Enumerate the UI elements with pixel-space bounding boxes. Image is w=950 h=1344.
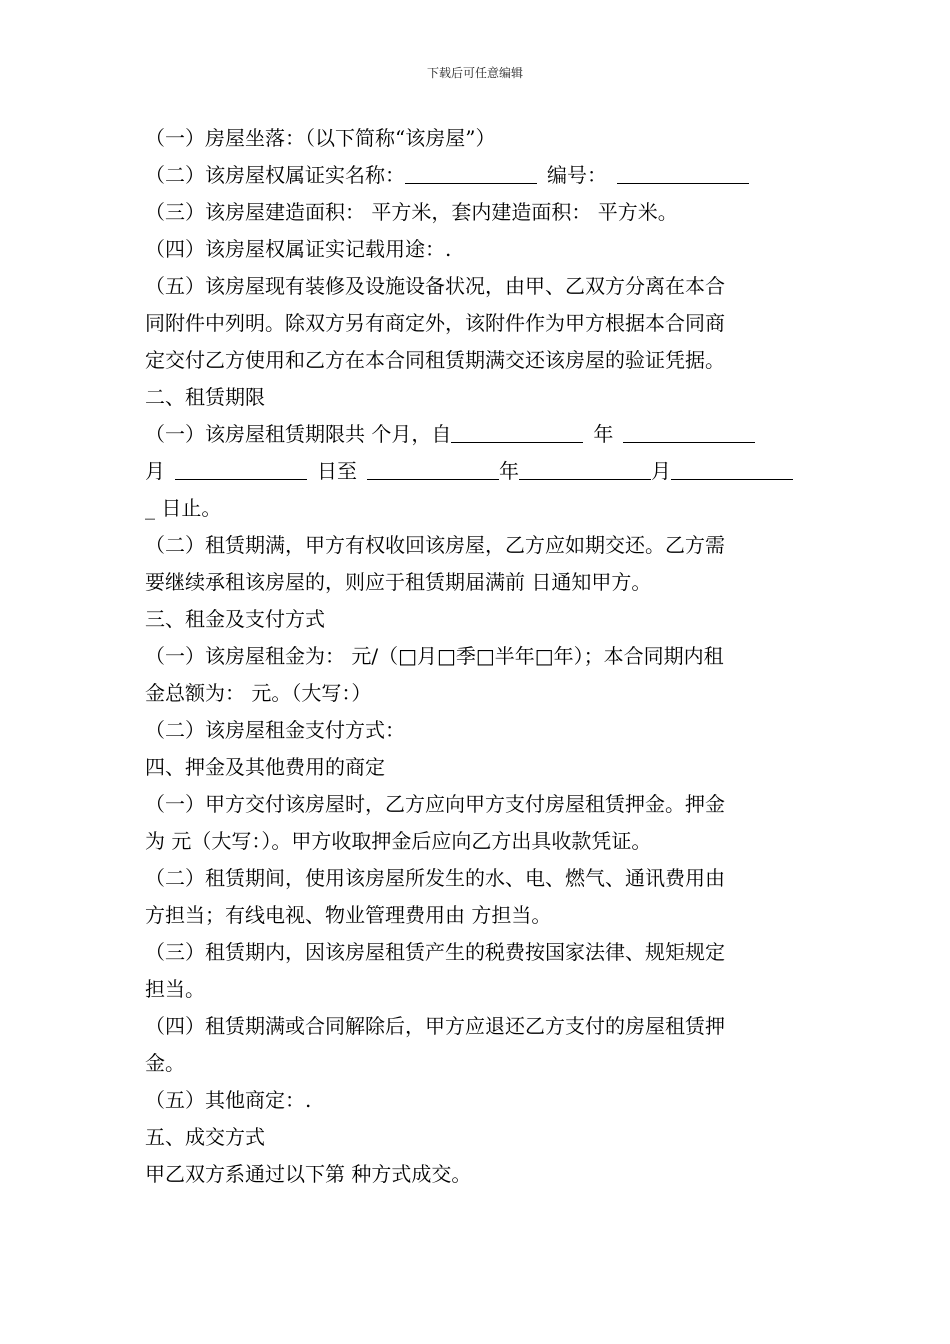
text-line: （二）该房屋租金支付方式：: [145, 718, 405, 742]
text-line: 为 元（大写：）。甲方收取押金后应向乙方出具收款凭证。: [145, 829, 652, 853]
text-line: 定交付乙方使用和乙方在本合同租赁期满交还该房屋的验证凭据。: [145, 348, 725, 372]
text-line: （三）该房屋建造面积： 平方米，套内建造面积： 平方米。: [145, 200, 678, 224]
text-segment: 编号：: [547, 163, 607, 187]
text-line: （一）甲方交付该房屋时，乙方应向甲方支付房屋租赁押金。押金: [145, 792, 725, 816]
blank-field: [671, 457, 793, 480]
blank-field: [519, 457, 651, 480]
blank-field: [405, 161, 537, 184]
text-line: 要继续承租该房屋的，则应于租赁期届满前 日通知甲方。: [145, 570, 652, 594]
text-segment: 月: [651, 459, 671, 483]
page-header: 下载后可任意编辑: [426, 66, 523, 80]
blank-field: [367, 457, 499, 480]
text-segment: 年: [593, 422, 614, 446]
section-heading: 四、押金及其他费用的商定: [145, 755, 385, 779]
section-heading: 三、租金及支付方式: [145, 607, 325, 631]
blank-field: [451, 420, 583, 443]
text-segment: 月: [145, 459, 165, 483]
text-line: [145, 416, 810, 453]
text-line: 担当。: [145, 977, 205, 1001]
section-heading: 二、租赁期限: [145, 385, 265, 409]
text-segment: （一）该房屋租赁期限共 个月，自: [145, 422, 452, 446]
text-segment: 年: [499, 459, 519, 483]
text-line: （一）房屋坐落：（以下简称“该房屋”）: [145, 126, 496, 150]
text-line: （一）该房屋租金为： 元/（□月□季□半年□年）；本合同期内租: [145, 644, 724, 668]
text-line: （五）其他商定：.: [145, 1088, 312, 1112]
text-line: [145, 453, 810, 490]
text-line: _ 日止。: [145, 496, 222, 520]
text-line: （四）租赁期满或合同解除后，甲方应退还乙方支付的房屋租赁押: [145, 1014, 725, 1038]
document-body: [145, 120, 810, 1193]
blank-field: [175, 457, 307, 480]
text-line: （二）租赁期间，使用该房屋所发生的水、电、燃气、通讯费用由: [145, 866, 725, 890]
blank-field: [623, 420, 755, 443]
section-heading: 五、成交方式: [145, 1125, 265, 1149]
text-line: 方担当；有线电视、物业管理费用由 方担当。: [145, 903, 552, 927]
text-line: 金总额为： 元。（大写：）: [145, 681, 372, 705]
text-line: 甲乙双方系通过以下第 种方式成交。: [145, 1162, 472, 1186]
text-segment: （二）该房屋权属证实名称：: [145, 163, 405, 187]
text-segment: 日至: [317, 459, 357, 483]
text-line: 金。: [145, 1051, 185, 1075]
text-line: （三）租赁期内，因该房屋租赁产生的税费按国家法律、规矩规定: [145, 940, 725, 964]
text-line: 同附件中列明。除双方另有商定外，该附件作为甲方根据本合同商: [145, 311, 725, 335]
text-line: （五）该房屋现有装修及设施设备状况，由甲、乙双方分离在本合: [145, 274, 725, 298]
text-line: （二）租赁期满，甲方有权收回该房屋，乙方应如期交还。乙方需: [145, 533, 725, 557]
text-line: [145, 157, 810, 194]
text-line: （四）该房屋权属证实记载用途：.: [145, 237, 452, 261]
blank-field: [617, 161, 749, 184]
